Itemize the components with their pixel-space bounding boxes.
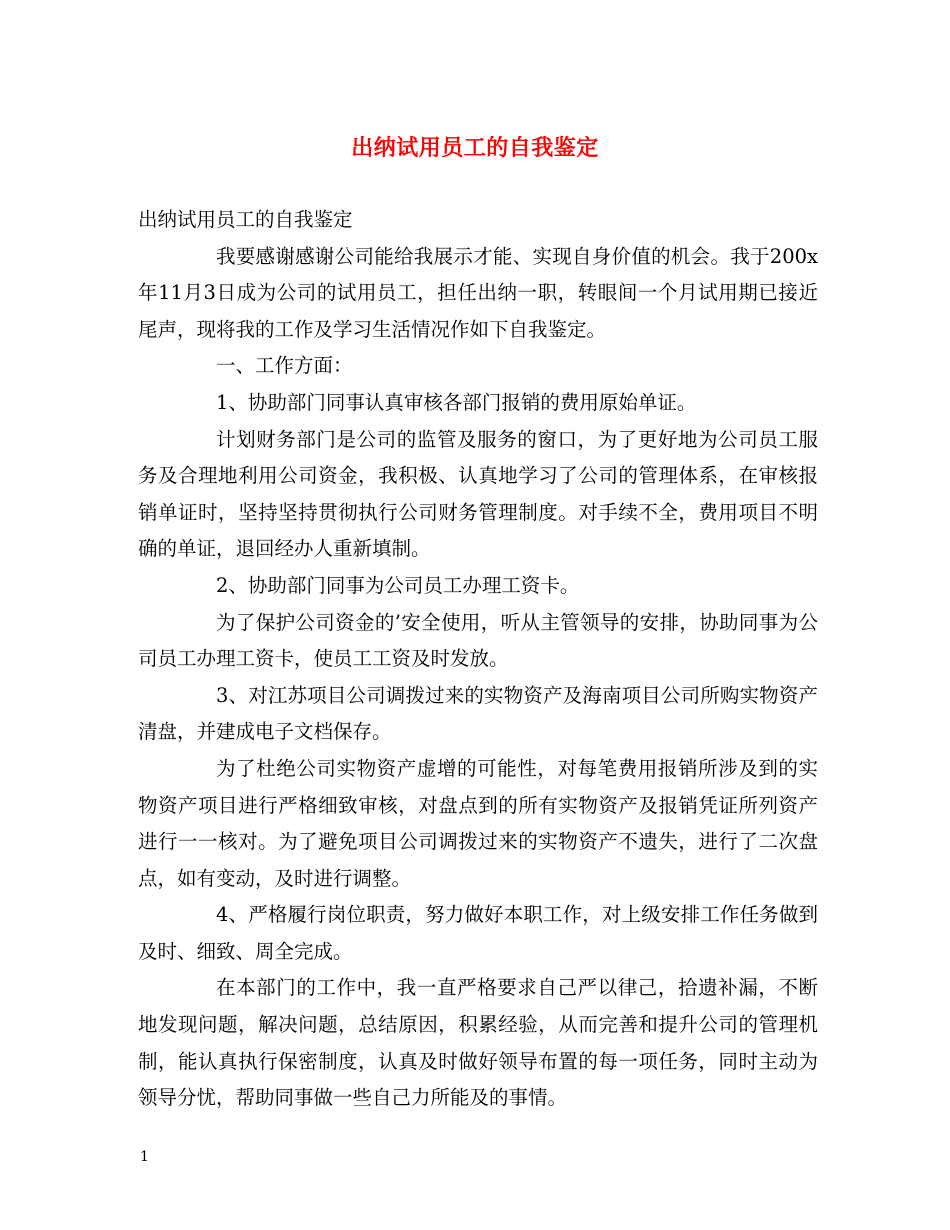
paragraph-subtitle: 出纳试用员工的自我鉴定 xyxy=(138,208,353,231)
document-body xyxy=(138,202,818,1117)
paragraph-item-4-detail: 在本部门的工作中，我一直严格要求自己严以律己，拾遗补漏，不断地发现问题，解决问题，总结原因，积累经验，从而完善和提升公司的管理机制，能认真执行保密制度，认真及时做好领导布置的每一项任务，同时主动为领导分忧，帮助同事做一些自己力所能及的事情。 xyxy=(138,976,818,1110)
item-heading-4: 4、严格履行岗位职责，努力做好本职工作，对上级安排工作任务做到及时、细致、周全完成。 xyxy=(138,903,818,963)
item-heading-3: 3、对江苏项目公司调拨过来的实物资产及海南项目公司所购实物资产清盘，并建成电子文档保存。 xyxy=(138,683,818,744)
item-heading-1: 1、协助部门同事认真审核各部门报销的费用原始单证。 xyxy=(216,390,697,414)
paragraph-item-3-detail: 为了杜绝公司实物资产虚增的可能性，对每笔费用报销所涉及到的实物资产项目进行严格细致审核，对盘点到的所有实物资产及报销凭证所列资产进行一一核对。为了避免项目公司调拨过来的实物资产不遗失，进行了二次盘点，如有变动，及时进行调整。 xyxy=(138,756,818,890)
paragraph-item-2-detail: 为了保护公司资金的’安全使用，听从主管领导的安排，协助同事为公司员工办理工资卡，使员工工资及时发放。 xyxy=(138,610,818,671)
document-title: 出纳试用员工的自我鉴定 xyxy=(351,135,599,161)
item-heading-2: 2、协助部门同事为公司员工办理工资卡。 xyxy=(216,573,580,597)
page-number: 1 xyxy=(140,1149,149,1165)
paragraph-intro: 我要感谢感谢公司能给我展示才能、实现自身价值的机会。我于200x年11月3日成为公司的试用员工，担任出纳一职，转眼间一个月试用期已接近尾声，现将我的工作及学习生活情况作如下自我鉴定。 xyxy=(138,244,818,341)
paragraph-item-1-detail: 计划财务部门是公司的监管及服务的窗口，为了更好地为公司员工服务及合理地利用公司资金，我积极、认真地学习了公司的管理体系，在审核报销单证时，坚持坚持贯彻执行公司财务管理制度。对手续不全，费用项目不明确的单证，退回经办人重新填制。 xyxy=(138,427,818,561)
section-heading-work: 一、工作方面： xyxy=(216,354,353,378)
